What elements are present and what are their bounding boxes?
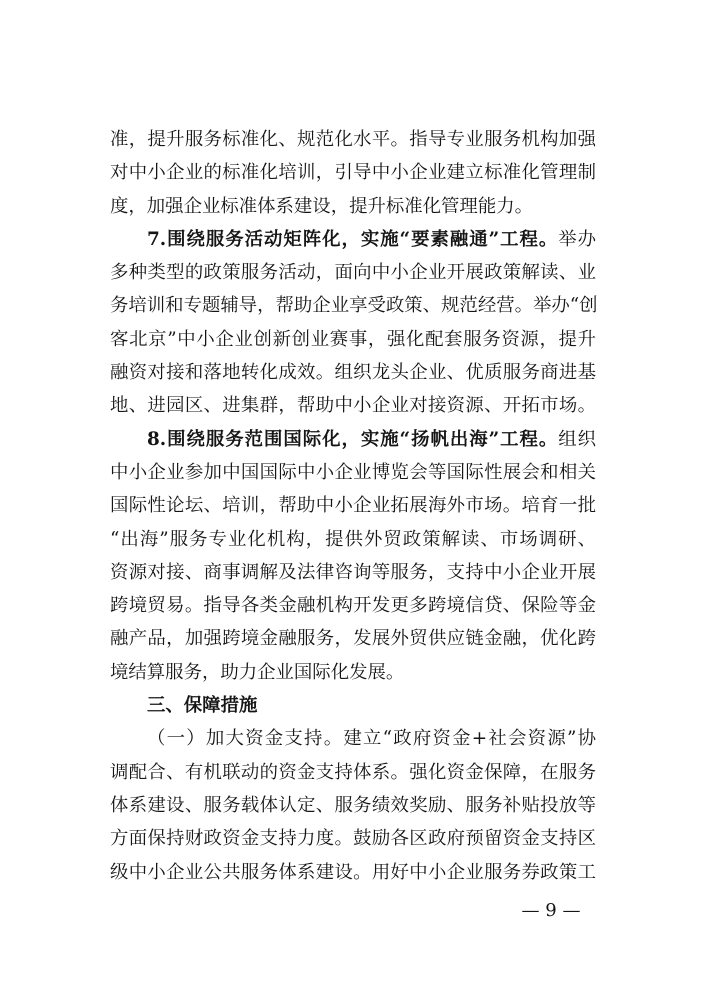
text-line: 调配合、有机联动的资金支持体系。强化资金保障，在服务	[110, 761, 596, 783]
text-line: 方面保持财政资金支持力度。鼓励各区政府预留资金支持区	[110, 828, 596, 850]
text-line: 多种类型的政策服务活动，面向中小企业开展政策解读、业	[110, 262, 596, 284]
item-8-lead-line	[110, 423, 596, 456]
text-line: 地、进园区、进集群，帮助中小企业对接资源、开拓市场。	[110, 395, 596, 417]
text-line: 务培训和专题辅导，帮助企业享受政策、规范经营。举办“创	[110, 295, 598, 317]
text-line: 跨境贸易。指导各类金融机构开发更多跨境信贷、保险等金	[110, 595, 596, 617]
text-line: 对中小企业的标准化培训，引导中小企业建立标准化管理制	[110, 162, 596, 184]
document-body	[110, 123, 596, 889]
text-line: 准，提升服务标准化、规范化水平。指导专业服务机构加强	[110, 129, 596, 150]
text-line: 度，加强企业标准体系建设，提升标准化管理能力。	[110, 195, 533, 217]
item-8-lead-tail: 组织	[558, 428, 596, 450]
subsection-1-title: （一）加大资金支持。	[147, 728, 344, 750]
page-number: — 9 —	[521, 900, 581, 921]
text-line: 中小企业参加中国国际中小企业博览会等国际性展会和相关	[110, 461, 596, 483]
text-line: 体系建设、服务载体认定、服务绩效奖励、服务补贴投放等	[110, 794, 596, 816]
item-7-lead-tail: 举办	[558, 228, 596, 250]
text-line: 客北京”中小企业创新创业赛事，强化配套服务资源，提升	[110, 328, 596, 350]
text-line: 境结算服务，助力企业国际化发展。	[110, 661, 405, 683]
item-7-title: 7.围绕服务活动矩阵化，实施“要素融通”工程。	[147, 228, 559, 250]
text-line: 级中小企业公共服务体系建设。用好中小企业服务券政策工	[110, 861, 596, 883]
text-line: 融资对接和落地转化成效。组织龙头企业、优质服务商进基	[110, 362, 596, 384]
text-line: 资源对接、商事调解及法律咨询等服务，支持中小企业开展	[110, 561, 596, 583]
text-line: 国际性论坛、培训，帮助中小企业拓展海外市场。培育一批	[110, 495, 596, 517]
text-line: 融产品，加强跨境金融服务，发展外贸供应链金融，优化跨	[110, 628, 596, 650]
text-line: “出海”服务专业化机构，提供外贸政策解读、市场调研、	[110, 528, 596, 550]
subsection-1-lead-line	[110, 722, 596, 755]
item-8-title: 8.围绕服务范围国际化，实施“扬帆出海”工程。	[147, 428, 559, 450]
section-heading: 三、保障措施	[147, 695, 258, 717]
item-7-lead-line	[110, 223, 596, 256]
subsection-1-lead-tail: 建立“政府资金+社会资源”协	[343, 728, 596, 750]
